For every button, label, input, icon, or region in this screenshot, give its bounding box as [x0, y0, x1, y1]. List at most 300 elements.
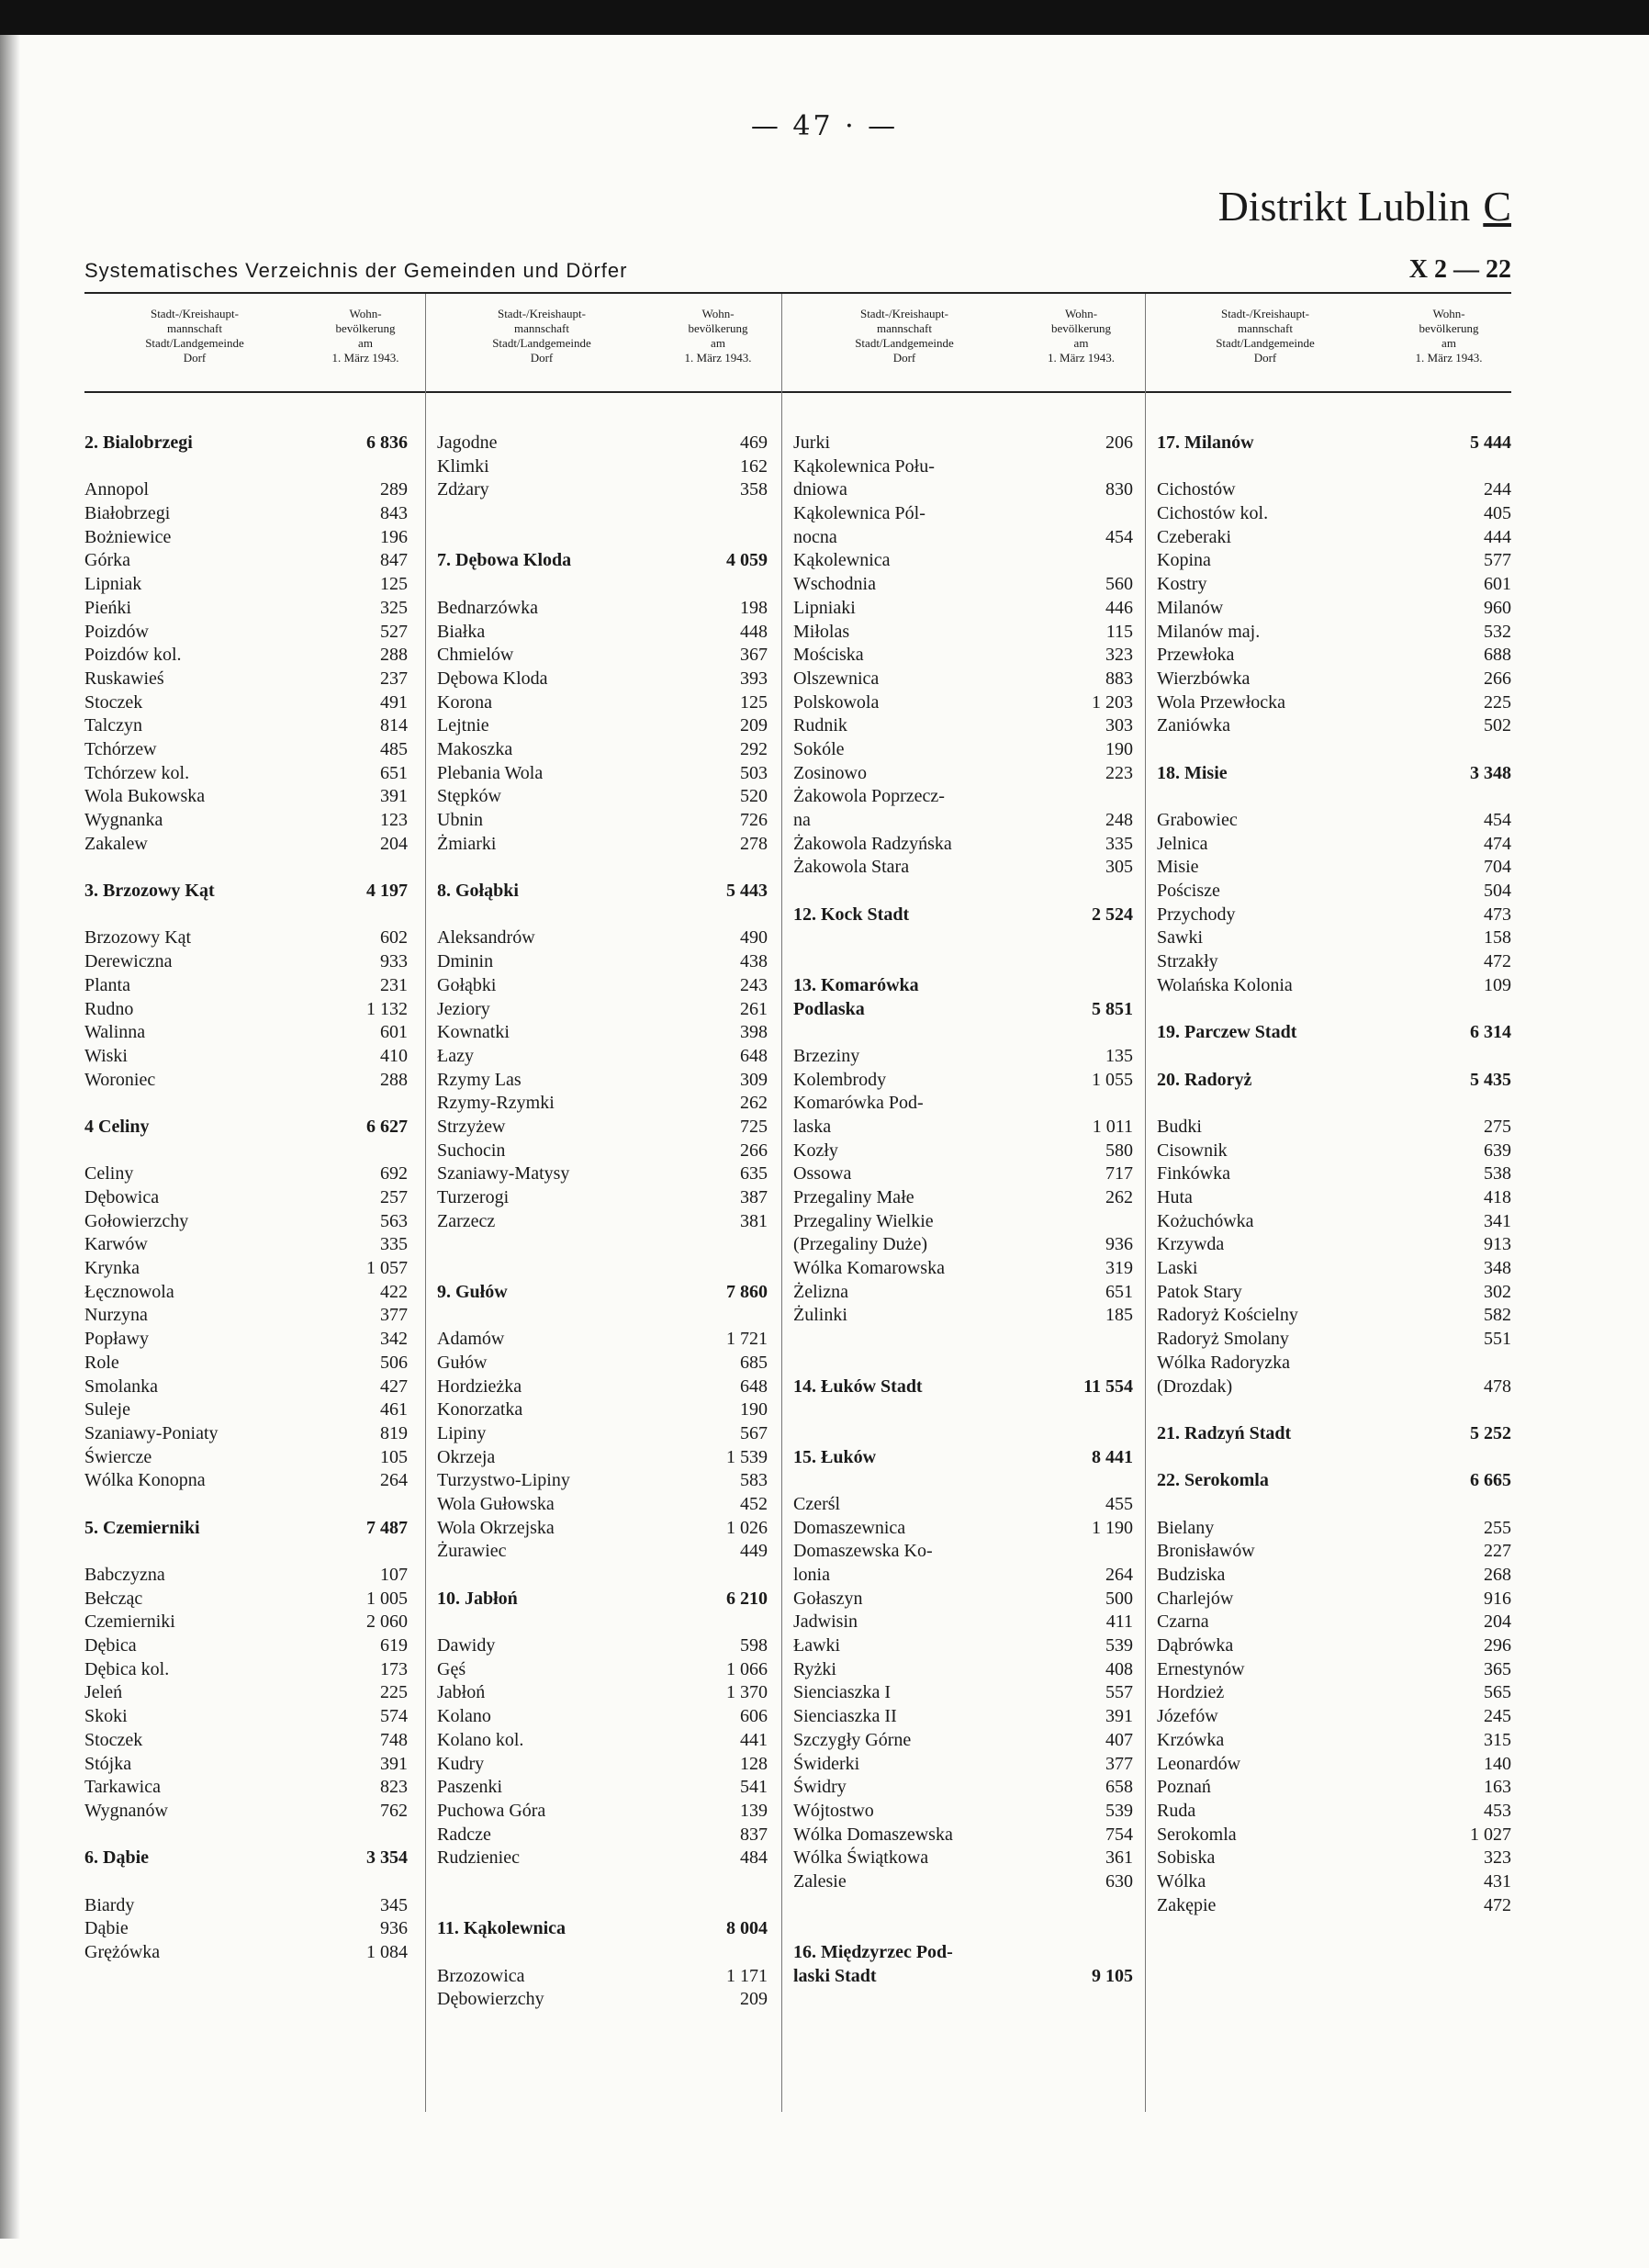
population-value: 5 252	[1470, 1422, 1511, 1443]
place-name: Celiny	[84, 1163, 134, 1185]
population-value: 377	[1105, 1753, 1133, 1774]
place-name: Bielany	[1157, 1517, 1215, 1538]
spacer	[437, 1257, 768, 1281]
spacer	[1157, 1493, 1511, 1517]
place-name: Gułów	[437, 1352, 488, 1373]
place-name: Hordzież	[1157, 1682, 1225, 1703]
place-name: Brzeziny	[793, 1045, 860, 1066]
population-value: 502	[1484, 715, 1511, 736]
municipality-row	[84, 926, 408, 950]
population-value: 485	[380, 738, 408, 759]
column-3	[793, 432, 1133, 1988]
municipality-row	[1157, 1281, 1511, 1305]
population-value: 348	[1484, 1258, 1511, 1279]
municipality-row	[793, 621, 1133, 645]
municipality-row	[437, 1776, 768, 1800]
place-name: Biardy	[84, 1894, 135, 1915]
municipality-row	[84, 714, 408, 738]
municipality-row	[437, 1021, 768, 1045]
col1-pop-header: Wohn- bevölkerung am 1. März 1943.	[331, 307, 399, 365]
municipality-row	[793, 1116, 1133, 1140]
municipality-row	[1157, 1753, 1511, 1777]
place-name: Kąkolewnica Pól-	[793, 503, 925, 524]
municipality-row	[793, 1233, 1133, 1257]
population-value: 292	[740, 738, 768, 759]
population-value: 288	[380, 1069, 408, 1090]
population-value: 598	[740, 1635, 768, 1656]
population-value: 225	[1484, 691, 1511, 713]
population-value: 237	[380, 668, 408, 689]
population-value: 257	[380, 1187, 408, 1207]
municipality-row	[84, 1069, 408, 1093]
place-name: 2. Bialobrzegi	[84, 432, 193, 453]
municipality-row	[1157, 668, 1511, 691]
population-value: 7 860	[726, 1281, 768, 1302]
place-name: Konorzatka	[437, 1399, 523, 1420]
municipality-row	[84, 526, 408, 550]
place-name: Wolańska Kolonia	[1157, 974, 1293, 995]
municipality-row	[1157, 1611, 1511, 1634]
population-value: 158	[1484, 927, 1511, 949]
population-value: 651	[1105, 1281, 1133, 1302]
municipality-row	[84, 1611, 408, 1634]
population-value: 491	[380, 691, 408, 713]
population-value: 449	[740, 1541, 768, 1562]
population-value: 6 314	[1470, 1022, 1511, 1043]
municipality-row	[793, 1658, 1133, 1682]
population-value: 204	[380, 833, 408, 854]
municipality-row	[84, 1564, 408, 1588]
population-value: 823	[380, 1777, 408, 1798]
place-name: Paszenki	[437, 1777, 503, 1798]
population-value: 391	[1105, 1706, 1133, 1727]
place-name: Świercze	[84, 1446, 152, 1467]
place-name: Lipniaki	[793, 597, 856, 618]
place-name: Annopol	[84, 479, 149, 500]
place-name: Tchórzew	[84, 738, 157, 759]
population-value: 619	[380, 1635, 408, 1656]
scan-binding-edge	[0, 35, 20, 2239]
place-name: Woroniec	[84, 1069, 156, 1090]
municipality-row	[1157, 833, 1511, 857]
municipality-row	[437, 478, 768, 502]
place-name: 22. Serokomla	[1157, 1470, 1269, 1491]
population-value: 296	[1484, 1635, 1511, 1656]
municipality-row	[793, 785, 1133, 809]
place-name: Łazy	[437, 1045, 474, 1066]
municipality-row	[84, 1753, 408, 1777]
population-value: 185	[1105, 1305, 1133, 1326]
column-2	[437, 432, 768, 2012]
column-4	[1157, 432, 1511, 1917]
column-1	[84, 432, 408, 1965]
population-value: 431	[1484, 1870, 1511, 1892]
population-value: 601	[380, 1022, 408, 1043]
population-value: 408	[1105, 1658, 1133, 1679]
district-heading-row	[793, 998, 1133, 1022]
place-name: Dębica kol.	[84, 1658, 170, 1679]
municipality-row	[84, 833, 408, 857]
municipality-row	[437, 1681, 768, 1705]
place-name: Wola Bukowska	[84, 786, 206, 807]
col2-name-header: Stadt-/Kreishaupt- mannschaft Stadt/Landgemeinde Dorf	[492, 307, 591, 365]
place-name: 16. Międzyrzec Pod-	[793, 1942, 953, 1962]
spacer	[437, 1304, 768, 1328]
place-name: Ruda	[1157, 1800, 1196, 1821]
municipality-row	[1157, 1186, 1511, 1210]
municipality-row	[437, 432, 768, 455]
population-value: 8 004	[726, 1918, 768, 1939]
municipality-row	[84, 1021, 408, 1045]
population-value: 580	[1105, 1140, 1133, 1161]
municipality-row	[84, 691, 408, 715]
spacer	[84, 1824, 408, 1847]
place-name: Jagodne	[437, 432, 498, 453]
population-value: 5 443	[726, 881, 768, 902]
municipality-row	[84, 1257, 408, 1281]
place-name: Szczygły Górne	[793, 1729, 912, 1750]
population-value: 8 441	[1092, 1446, 1133, 1467]
municipality-row	[1157, 1634, 1511, 1658]
population-value: 196	[380, 526, 408, 547]
place-name: Plebania Wola	[437, 762, 544, 783]
population-value: 125	[740, 691, 768, 713]
population-value: 648	[740, 1045, 768, 1066]
population-value: 1 132	[366, 998, 408, 1019]
place-name: Dminin	[437, 951, 494, 972]
place-name: Budki	[1157, 1116, 1202, 1137]
district-heading-row	[437, 1281, 768, 1305]
place-name: Krzywda	[1157, 1234, 1225, 1255]
municipality-row	[84, 1422, 408, 1446]
place-name: Kownatki	[437, 1022, 510, 1043]
place-name: Mościska	[793, 645, 864, 666]
place-name: Żakowola Stara	[793, 857, 910, 878]
population-value	[1069, 785, 1133, 809]
place-name: Ubnin	[437, 810, 483, 830]
population-value: 393	[740, 668, 768, 689]
place-name: Wólka Domaszewska	[793, 1824, 953, 1845]
population-value: 278	[740, 833, 768, 854]
municipality-row	[437, 974, 768, 998]
municipality-row	[1157, 1800, 1511, 1824]
population-value: 5 435	[1470, 1069, 1511, 1090]
place-name: Karwów	[84, 1234, 148, 1255]
spacer	[1157, 1446, 1511, 1470]
municipality-row	[1157, 904, 1511, 927]
place-name: Tarkawica	[84, 1777, 161, 1798]
population-value: 391	[380, 786, 408, 807]
population-value: 422	[380, 1281, 408, 1302]
municipality-row	[84, 1375, 408, 1399]
municipality-row	[437, 738, 768, 762]
municipality-row	[793, 526, 1133, 550]
spacer	[793, 1021, 1133, 1045]
place-name: Krzówka	[1157, 1729, 1225, 1750]
population-value: 726	[740, 810, 768, 830]
spacer	[437, 904, 768, 927]
population-value: 9 105	[1092, 1965, 1133, 1986]
municipality-row	[84, 1800, 408, 1824]
municipality-row	[84, 502, 408, 526]
population-value: 453	[1484, 1800, 1511, 1821]
municipality-row	[1157, 1116, 1511, 1140]
place-name: Laski	[1157, 1258, 1198, 1279]
place-name: 17. Milanów	[1157, 432, 1254, 453]
district-heading-row	[1157, 1422, 1511, 1446]
col4-name-header: Stadt-/Kreishaupt- mannschaft Stadt/Landgemeinde Dorf	[1216, 307, 1315, 365]
place-name: Rzymy-Rzymki	[437, 1093, 555, 1114]
municipality-row	[793, 455, 1133, 479]
population-value: 762	[380, 1800, 408, 1821]
municipality-row	[437, 1800, 768, 1824]
place-name: Popławy	[84, 1329, 149, 1350]
place-name: Józefów	[1157, 1706, 1218, 1727]
place-name: Makoszka	[437, 738, 513, 759]
place-name: Role	[84, 1352, 119, 1373]
district-heading-row	[793, 1446, 1133, 1470]
municipality-row	[793, 738, 1133, 762]
population-value: 916	[1484, 1588, 1511, 1609]
municipality-row	[437, 1186, 768, 1210]
place-name: Bożniewice	[84, 526, 172, 547]
population-value: 109	[1484, 974, 1511, 995]
place-name: Jelnica	[1157, 833, 1208, 854]
place-name: Świderki	[793, 1753, 860, 1774]
place-name: Chmielów	[437, 645, 514, 666]
place-name: 12. Kock Stadt	[793, 904, 910, 925]
spacer	[84, 455, 408, 479]
place-name: Dębowica	[84, 1187, 160, 1207]
place-name: Radcze	[437, 1824, 491, 1845]
population-value: 500	[1105, 1588, 1133, 1609]
place-name: dniowa	[793, 479, 847, 500]
municipality-row	[437, 1092, 768, 1116]
place-name: Stoczek	[84, 691, 143, 713]
municipality-row	[1157, 1162, 1511, 1186]
place-name: Żurawiec	[437, 1541, 507, 1562]
population-value: 448	[740, 621, 768, 642]
place-name: Okrzeja	[437, 1446, 496, 1467]
municipality-row	[793, 478, 1133, 502]
place-name: Ławki	[793, 1635, 841, 1656]
municipality-row	[84, 1634, 408, 1658]
population-value: 1 190	[1092, 1517, 1133, 1538]
population-value: 1 066	[726, 1658, 768, 1679]
municipality-row	[1157, 1257, 1511, 1281]
spacer	[793, 1917, 1133, 1941]
place-name: Sokóle	[793, 738, 845, 759]
col1-name-header: Stadt-/Kreishaupt- mannschaft Stadt/Landgemeinde Dorf	[145, 307, 244, 365]
place-name: Planta	[84, 974, 130, 995]
place-name: 8. Gołąbki	[437, 881, 519, 902]
place-name: Dąbrówka	[1157, 1635, 1234, 1656]
col4-pop-header: Wohn- bevölkerung am 1. März 1943.	[1415, 307, 1483, 365]
spacer	[84, 856, 408, 880]
municipality-row	[84, 809, 408, 833]
spacer	[437, 1894, 768, 1918]
spacer	[437, 1941, 768, 1965]
place-name: Wola Okrzejska	[437, 1517, 555, 1538]
municipality-row	[1157, 1375, 1511, 1399]
place-name: Kozły	[793, 1140, 838, 1161]
place-name: Turzystwo-Lipiny	[437, 1470, 570, 1491]
place-name: Rudzieniec	[437, 1847, 520, 1869]
municipality-row	[84, 1894, 408, 1918]
district-heading-row	[1157, 432, 1511, 455]
municipality-row	[793, 1588, 1133, 1611]
place-name: Zdżary	[437, 479, 489, 500]
place-name: Klimki	[437, 455, 489, 477]
municipality-row	[793, 1776, 1133, 1800]
population-value: 601	[1484, 574, 1511, 595]
place-name: Smolanka	[84, 1375, 158, 1397]
municipality-row	[84, 1658, 408, 1682]
municipality-row	[1157, 1352, 1511, 1375]
place-name: Zakępie	[1157, 1894, 1217, 1915]
municipality-row	[437, 1634, 768, 1658]
municipality-row	[793, 1753, 1133, 1777]
population-value: 1 539	[726, 1446, 768, 1467]
population-value: 1 370	[726, 1682, 768, 1703]
place-name: Puchowa Góra	[437, 1800, 546, 1821]
municipality-row	[1157, 926, 1511, 950]
place-name: Żmiarki	[437, 833, 497, 854]
population-value: 503	[740, 762, 768, 783]
population-value: 461	[380, 1399, 408, 1420]
district-letter: C	[1483, 183, 1511, 230]
population-value: 478	[1484, 1375, 1511, 1397]
place-name: Wójtostwo	[793, 1800, 874, 1821]
municipality-row	[84, 762, 408, 786]
population-value: 819	[380, 1422, 408, 1443]
population-value: 335	[1105, 833, 1133, 854]
place-name: Lipniak	[84, 574, 142, 595]
place-name: Białka	[437, 621, 486, 642]
place-name: Zakalew	[84, 833, 148, 854]
municipality-row	[1157, 1894, 1511, 1918]
place-name: Kożuchówka	[1157, 1210, 1254, 1231]
municipality-row	[437, 1045, 768, 1069]
col3-pop-header: Wohn- bevölkerung am 1. März 1943.	[1048, 307, 1115, 365]
municipality-row	[793, 809, 1133, 833]
district-heading-row	[84, 1847, 408, 1870]
place-name: Huta	[1157, 1187, 1193, 1207]
spacer	[437, 526, 768, 550]
municipality-row	[437, 1658, 768, 1682]
place-name: Bednarzówka	[437, 597, 538, 618]
municipality-row	[793, 1870, 1133, 1894]
population-value: 933	[380, 951, 408, 972]
place-name: Żakowola Poprzecz-	[793, 786, 945, 807]
municipality-row	[84, 668, 408, 691]
place-name: Brzozowica	[437, 1965, 525, 1986]
place-name: Cichostów kol.	[1157, 503, 1269, 524]
municipality-row	[437, 950, 768, 974]
population-value: 565	[1484, 1682, 1511, 1703]
municipality-row	[437, 762, 768, 786]
municipality-row	[84, 998, 408, 1022]
population-value: 163	[1484, 1777, 1511, 1798]
population-value: 454	[1484, 810, 1511, 830]
place-name: Wólka Radoryzka	[1157, 1352, 1290, 1373]
place-name: 4 Celiny	[84, 1116, 150, 1137]
district-heading-row	[793, 1941, 1133, 1965]
place-name: Sawki	[1157, 927, 1203, 949]
population-value: 248	[1105, 810, 1133, 830]
district-heading-row	[437, 1588, 768, 1611]
place-name: Rzymy Las	[437, 1069, 522, 1090]
municipality-row	[793, 833, 1133, 857]
place-name: Czarna	[1157, 1611, 1209, 1633]
municipality-row	[437, 1398, 768, 1422]
population-value: 567	[740, 1422, 768, 1443]
municipality-row	[437, 785, 768, 809]
place-name: Żakowola Radzyńska	[793, 833, 952, 854]
municipality-row	[793, 1281, 1133, 1305]
place-name: Rudnik	[793, 715, 847, 736]
header-top-rule	[84, 292, 1511, 294]
spacer	[793, 950, 1133, 974]
population-value: 244	[1484, 479, 1511, 500]
municipality-row	[437, 809, 768, 833]
municipality-row	[1157, 526, 1511, 550]
population-value: 472	[1484, 1894, 1511, 1915]
place-name: Domaszewnica	[793, 1517, 906, 1538]
spacer	[437, 1233, 768, 1257]
place-name: Szaniawy-Poniaty	[84, 1422, 219, 1443]
municipality-row	[437, 1422, 768, 1446]
population-value	[1069, 1092, 1133, 1116]
place-name: Nurzyna	[84, 1305, 148, 1326]
place-name: Walinna	[84, 1022, 146, 1043]
municipality-row	[793, 1045, 1133, 1069]
municipality-row	[793, 549, 1133, 573]
population-value: 405	[1484, 503, 1511, 524]
municipality-row	[1157, 1847, 1511, 1870]
municipality-row	[793, 1824, 1133, 1847]
place-name: Talczyn	[84, 715, 143, 736]
population-value	[1069, 455, 1133, 479]
place-name: Lejtnie	[437, 715, 489, 736]
population-value: 262	[740, 1093, 768, 1114]
population-value: 843	[380, 503, 408, 524]
spacer	[84, 1540, 408, 1564]
municipality-row	[84, 1446, 408, 1470]
municipality-row	[1157, 856, 1511, 880]
population-value: 410	[380, 1045, 408, 1066]
place-name: 7. Dębowa Kloda	[437, 550, 572, 571]
municipality-row	[84, 1588, 408, 1611]
population-value	[1069, 549, 1133, 573]
population-value: 231	[380, 974, 408, 995]
population-value: 367	[740, 645, 768, 666]
population-value	[1069, 1941, 1133, 1965]
population-value: 688	[1484, 645, 1511, 666]
population-value: 883	[1105, 668, 1133, 689]
place-name: Patok Stary	[1157, 1281, 1242, 1302]
district-title	[1218, 182, 1511, 230]
population-value: 266	[1484, 668, 1511, 689]
place-name: Zaniówka	[1157, 715, 1230, 736]
population-value: 472	[1484, 951, 1511, 972]
place-name: 10. Jabłoń	[437, 1588, 518, 1609]
population-value: 358	[740, 479, 768, 500]
population-value: 574	[380, 1706, 408, 1727]
place-name: Czemierniki	[84, 1611, 175, 1633]
place-name: Olszewnica	[793, 668, 880, 689]
municipality-row	[1157, 478, 1511, 502]
